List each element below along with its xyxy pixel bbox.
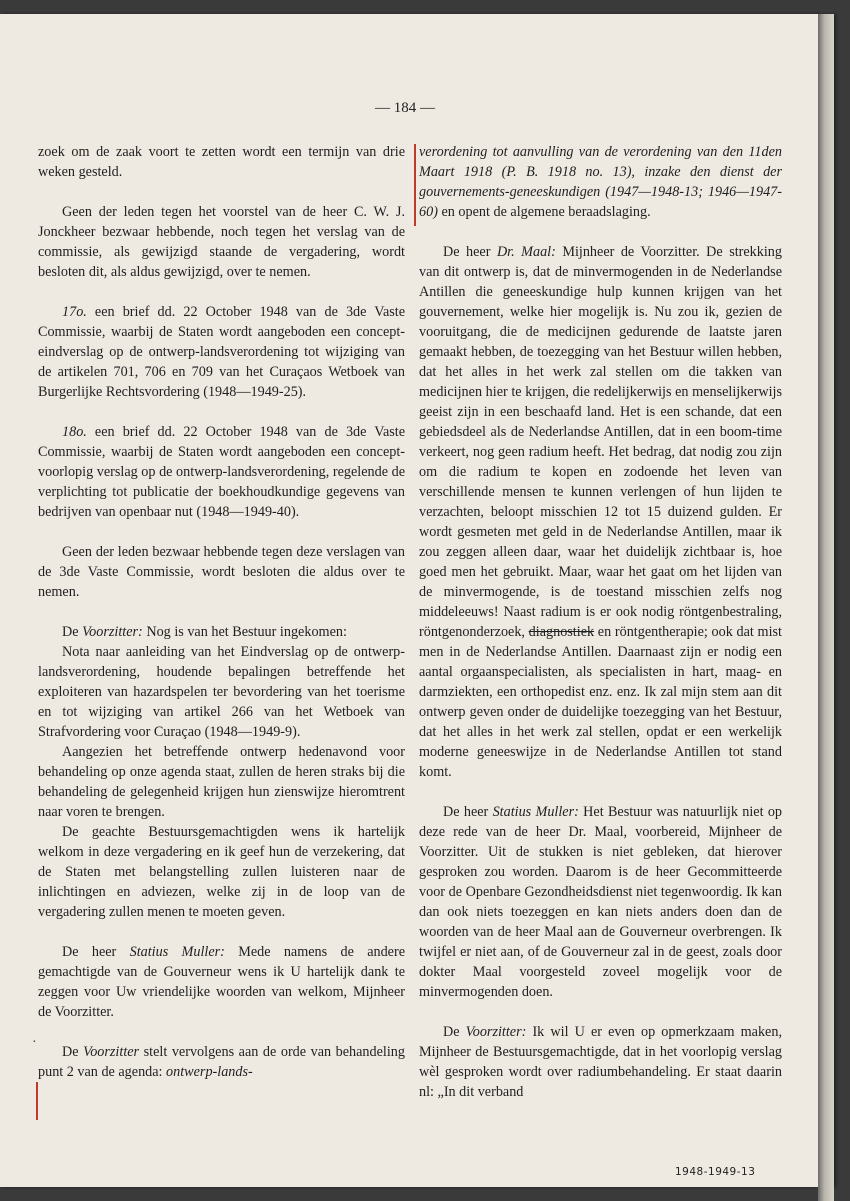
page-edge	[818, 14, 834, 1201]
paragraph: De Voorzitter: Ik wil U er even op opmerkzaam maken, Mijnheer de Bestuursgemachtigde, dat in het voorlopig verslag wèl gesproken wordt over radiumbehandeling. Er staat daarin nl: „In dit verband	[419, 1024, 782, 1100]
left-column	[38, 142, 405, 1082]
paragraph: De heer Statius Muller: Mede namens de andere gemachtigde van de Gouverneur wens ik U hartelijk dank te zeggen voor Uw vriendelijke woorden van welkom, Mijnheer de Voorzitter.	[38, 944, 405, 1020]
margin-mark	[414, 144, 416, 226]
struck-word: diagnostiek	[528, 624, 595, 640]
paragraph: De heer Statius Muller: Het Bestuur was natuurlijk niet op deze rede van de heer Dr. Maal, voorbereid, Mijnheer de Voorzitter. Uit de stukken is niet gebleken, dat hierover gesproken zou worden. Daarom is de heer Gecommitteerde voor de Openbare Gezondheidsdienst niet tegenwoordig. Ik kan dan ook niets toezeggen en kan niets anders doen dan de woorden van de heer Maal aan de Gouverneur overbrengen. Ik twijfel er niet aan, of de Gouverneur zal in de geest, zoals door dokter Maal voorgesteld zoveel mogelijk voor de minvermogenden doen.	[419, 804, 783, 1000]
speaker: Statius Muller:	[492, 804, 579, 820]
page-number: — 184 —	[375, 100, 435, 116]
margin-mark	[36, 1082, 38, 1120]
document-page	[0, 14, 834, 1187]
paragraph: zoek om de zaak voort te zetten wordt een termijn van drie weken gesteld.	[38, 144, 405, 180]
paragraph: 17o. een brief dd. 22 October 1948 van de 3de Vaste Commissie, waarbij de Staten wordt aangeboden een concept-eindverslag op de ontwerp-landsverordening tot wijziging van de artikelen 701, 706 en 709 van het Curaçaos Wetboek van Burgerlijke Rechtsvordering (1948—1949-25).	[38, 304, 405, 400]
speaker: Voorzitter:	[82, 624, 143, 640]
margin-dot: ·	[32, 1035, 37, 1050]
paragraph: 18o. een brief dd. 22 October 1948 van de 3de Vaste Commissie, waarbij de Staten wordt aangeboden een concept-voorlopig verslag op de ontwerp-landsverordening, regelende de verplichting tot publicatie der boekhoudkundige gegevens van bedrijven van openbaar nut (1948—1949-40).	[38, 424, 405, 520]
paragraph: De geachte Bestuursgemachtigden wens ik hartelijk welkom in deze vergadering en ik geef hun de verzekering, dat de Staten met belangstelling zullen luisteren naar de inlichtingen en adviezen, welke zij in de loop van de vergadering zullen menen te moeten geven.	[38, 824, 405, 920]
right-column	[419, 142, 782, 1102]
speaker: Statius Muller:	[129, 944, 225, 960]
speaker: Voorzitter	[83, 1044, 140, 1060]
paragraph: Aangezien het betreffende ontwerp hedenavond voor behandeling op onze agenda staat, zullen de heren straks bij die behandeling de gelegenheid krijgen hun zienswijze hieromtrent naar voren te brengen.	[38, 744, 405, 820]
item-number: 17o.	[62, 304, 87, 320]
paragraph: Geen der leden tegen het voorstel van de heer C. W. J. Jonckheer bezwaar hebbende, noch tegen het verslag van de commissie, als gewijzigd staande de vergadering, wordt besloten dit, als aldus gewijzigd, over te nemen.	[38, 204, 405, 280]
paragraph: Nota naar aanleiding van het Eindverslag op de ontwerp-landsverordening, houdende bepalingen betreffende het exploiteren van hazardspelen ter bevordering van het toerisme en tot wijziging van artikel 266 van het Wetboek van Strafvordering voor Curaçao (1948—1949-9).	[38, 644, 405, 740]
paragraph: Geen der leden bezwaar hebbende tegen deze verslagen van de 3de Vaste Commissie, wordt besloten die aldus over te nemen.	[38, 544, 405, 600]
document-code: 1948-1949-13	[675, 1166, 756, 1178]
speaker: Dr. Maal:	[496, 244, 556, 260]
paragraph: De Voorzitter stelt vervolgens aan de orde van behandeling punt 2 van de agenda: ontwerp-lands-	[38, 1044, 405, 1080]
paragraph: De Voorzitter: Nog is van het Bestuur ingekomen:	[62, 624, 347, 640]
speaker: Voorzitter:	[465, 1024, 527, 1040]
item-number: 18o.	[62, 424, 87, 440]
paragraph: De heer Dr. Maal: Mijnheer de Voorzitter. De strekking van dit ontwerp is, dat de minvermogenden in de Nederlandse Antillen die geneeskundige hulp kunnen krijgen van het gouvernement, welke hier mogelijk is. Nu zou ik, gezien de vooruitgang, die de medicijnen gedurende de laatste jaren gemaakt hebben, de toezegging van het Bestuur willen hebben, dat het alles in het werk zal stellen om die takken van medicijnen hier te krijgen, die redelijkerwijs en menselijkerwijs geeist zijn in een beschaafd land. Het is een schande, dat een gebiedsdeel als de Nederlandse Antillen, dat in een boom-time verkeert, nog geen radium heeft. Het bedrag, dat nodig zou zijn om die radium te kopen en zodoende het leven van verschillende mensen te kunnen verlengen of hun lijden te verzachten, beloopt misschien 12 tot 15 duizend gulden. Er wordt gesmeten met geld in de Nederlandse Antillen, maar ik zou zeggen alleen daar, waar het duidelijk zichtbaar is, hoe goed men het gebruikt. Maar, waar het gaat om het lijden van de minvermogende, is de toestand misschien zelfs nog middeleeuws! Naast radium is er ook nodig röntgenbestraling, röntgenonderzoek, diagnostiek en röntgentherapie; ook dat mist men in de Nederlandse Antillen. Daarnaast zijn er nodig een aantal orgaanspecialisten, als specialisten in hart, maag- en darmziekten, een orthopedist enz. enz. Ik zal mijn stem aan dit ontwerp geven onder de duidelijke toezegging van het Bestuur, dat het alles in het werk zal stellen, opdat er een werkelijk moderne geneeswijze in de Nederlandse Antillen tot stand komt.	[419, 244, 782, 780]
paragraph: verordening tot aanvulling van de verordening van den 11den Maart 1918 (P. B. 1918 no. 13), inzake den dienst der gouvernements-geneeskundigen (1947—1948-13; 1946—1947-60) en opent de algemene beraadslaging.	[419, 144, 782, 220]
